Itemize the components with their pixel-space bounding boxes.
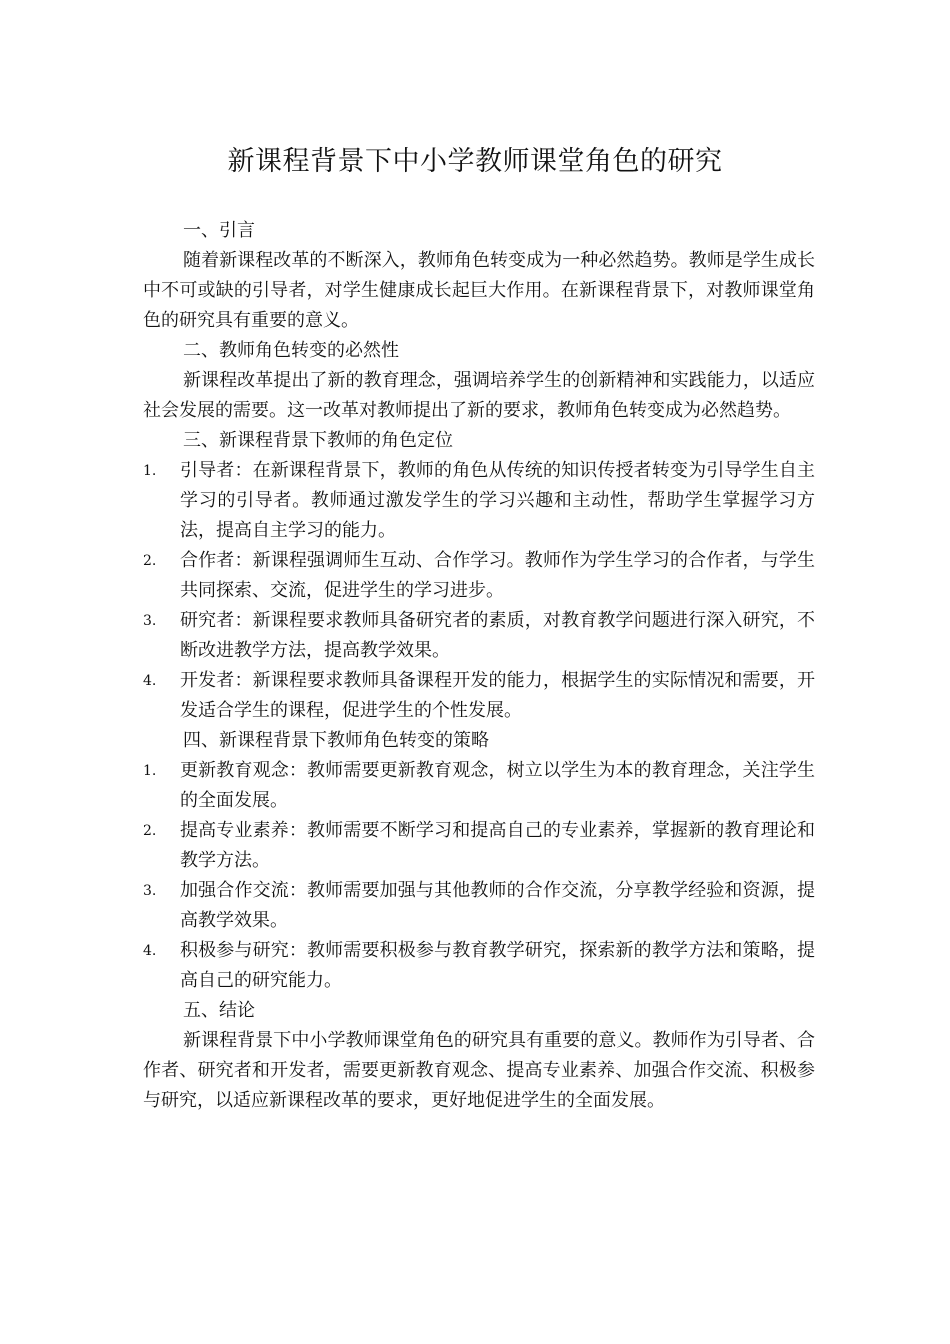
- section-heading-conclusion: 五、结论: [183, 1000, 255, 1021]
- section-heading-strategies: 四、新课程背景下教师角色转变的策略: [183, 730, 489, 751]
- list-item-number: 3.: [143, 883, 157, 899]
- list-item-number: 4.: [143, 943, 157, 959]
- section-heading-introduction: 一、引言: [183, 220, 255, 241]
- section-paragraph-necessity: 新课程改革提出了新的教育理念，强调培养学生的创新精神和实践能力，以适应社会发展的需要。这一改革对教师提出了新的要求，教师角色转变成为必然趋势。: [143, 370, 815, 421]
- list-item-number: 3.: [143, 613, 157, 629]
- list-item: [143, 546, 815, 606]
- list-item-text: 研究者：新课程要求教师具备研究者的素质，对教育教学问题进行深入研究，不断改进教学方法，提高教学效果。: [180, 610, 815, 661]
- list-item-number: 1.: [143, 463, 157, 479]
- list-item: [143, 456, 815, 546]
- role-positioning-list: [143, 456, 815, 726]
- list-item: [143, 936, 815, 996]
- list-item: [143, 816, 815, 876]
- list-item-text: 加强合作交流：教师需要加强与其他教师的合作交流，分享教学经验和资源，提高教学效果。: [180, 880, 815, 931]
- list-item-number: 2.: [143, 553, 157, 569]
- list-item-number: 1.: [143, 763, 157, 779]
- list-item: [143, 606, 815, 666]
- list-item: [143, 666, 815, 726]
- section-heading-necessity: 二、教师角色转变的必然性: [183, 340, 399, 361]
- list-item: [143, 876, 815, 936]
- list-item: [143, 756, 815, 816]
- list-item-number: 2.: [143, 823, 157, 839]
- list-item-text: 更新教育观念：教师需要更新教育观念，树立以学生为本的教育理念，关注学生的全面发展。: [180, 760, 815, 811]
- section-paragraph-conclusion: 新课程背景下中小学教师课堂角色的研究具有重要的意义。教师作为引导者、合作者、研究者和开发者，需要更新教育观念、提高专业素养、加强合作交流、积极参与研究，以适应新课程改革的要求，更好地促进学生的全面发展。: [143, 1030, 815, 1111]
- list-item-text: 引导者：在新课程背景下，教师的角色从传统的知识传授者转变为引导学生自主学习的引导者。教师通过激发学生的学习兴趣和主动性，帮助学生掌握学习方法，提高自主学习的能力。: [180, 460, 815, 541]
- list-item-text: 合作者：新课程强调师生互动、合作学习。教师作为学生学习的合作者，与学生共同探索、交流，促进学生的学习进步。: [180, 550, 815, 601]
- section-paragraph-introduction: 随着新课程改革的不断深入，教师角色转变成为一种必然趋势。教师是学生成长中不可或缺的引导者，对学生健康成长起巨大作用。在新课程背景下，对教师课堂角色的研究具有重要的意义。: [143, 250, 815, 331]
- strategies-list: [143, 756, 815, 996]
- section-heading-role-positioning: 三、新课程背景下教师的角色定位: [183, 430, 453, 451]
- document-title: 新课程背景下中小学教师课堂角色的研究: [227, 146, 723, 177]
- document-body: [143, 216, 815, 1116]
- list-item-text: 提高专业素养：教师需要不断学习和提高自己的专业素养，掌握新的教育理论和教学方法。: [180, 820, 815, 871]
- list-item-number: 4.: [143, 673, 157, 689]
- list-item-text: 积极参与研究：教师需要积极参与教育教学研究，探索新的教学方法和策略，提高自己的研究能力。: [180, 940, 815, 991]
- list-item-text: 开发者：新课程要求教师具备课程开发的能力，根据学生的实际情况和需要，开发适合学生的课程，促进学生的个性发展。: [180, 670, 815, 721]
